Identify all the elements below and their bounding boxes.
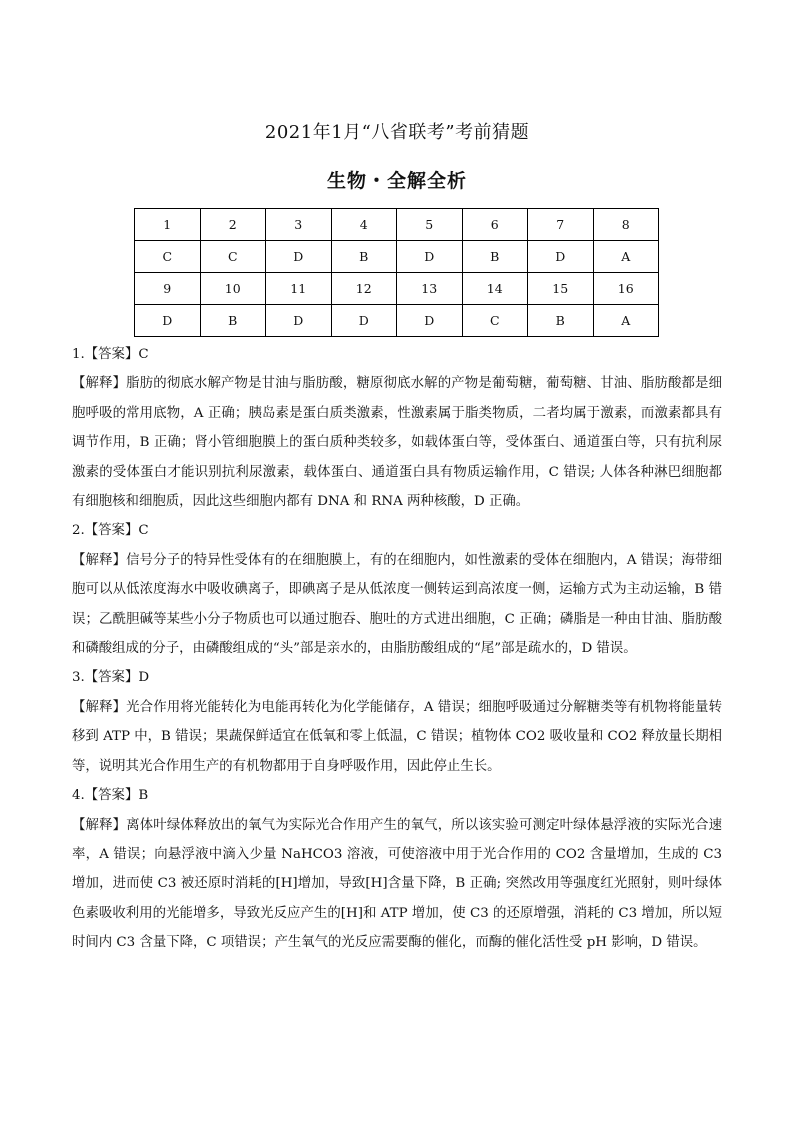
- answer-heading-2: 2.【答案】C: [72, 523, 149, 539]
- table-cell: D: [397, 305, 463, 337]
- explanation-3: 【解释】光合作用将光能转化为电能再转化为化学能储存，A 错误；细胞呼吸通过分解糖类等有机物将能量转移到 ATP 中，B 错误；果蔬保鲜适宜在低氧和零上低温，C 错误；植物体 CO2 吸收量和 CO2 释放量长期相等，说明其光合作用生产的有机物都用于自身呼吸作用，因此停止生长。: [72, 699, 722, 774]
- table-cell: 10: [200, 273, 266, 305]
- table-cell: D: [397, 241, 463, 273]
- table-cell: 5: [397, 209, 463, 241]
- table-cell: 8: [593, 209, 659, 241]
- table-cell: D: [331, 305, 397, 337]
- table-cell: A: [593, 305, 659, 337]
- table-cell: D: [266, 241, 332, 273]
- table-cell: D: [528, 241, 594, 273]
- table-cell: C: [200, 241, 266, 273]
- table-cell: 16: [593, 273, 659, 305]
- table-cell: D: [135, 305, 201, 337]
- solutions-body: [72, 340, 722, 958]
- table-cell: 12: [331, 273, 397, 305]
- table-row: [135, 305, 659, 337]
- table-cell: 9: [135, 273, 201, 305]
- table-row: [135, 273, 659, 305]
- answer-heading-3: 3.【答案】D: [72, 670, 150, 686]
- table-cell: 13: [397, 273, 463, 305]
- table-cell: B: [200, 305, 266, 337]
- table-cell: 3: [266, 209, 332, 241]
- table-cell: 15: [528, 273, 594, 305]
- table-cell: C: [135, 241, 201, 273]
- page-subtitle: 生物・全解全析: [326, 170, 467, 192]
- table-cell: D: [266, 305, 332, 337]
- table-row: [135, 241, 659, 273]
- table-cell: 11: [266, 273, 332, 305]
- table-cell: 14: [462, 273, 528, 305]
- explanation-2: 【解释】信号分子的特异性受体有的在细胞膜上，有的在细胞内，如性激素的受体在细胞内，A 错误；海带细胞可以从低浓度海水中吸收碘离子，即碘离子是从低浓度一侧转运到高浓度一侧，运输方式为主动运输，B 错误；乙酰胆碱等某些小分子物质也可以通过胞吞、胞吐的方式进出细胞，C 正确；磷脂是一种由甘油、脂肪酸和磷酸组成的分子，由磷酸组成的“头”部是亲水的，由脂肪酸组成的“尾”部是疏水的，D 错误。: [72, 552, 722, 657]
- table-row: [135, 209, 659, 241]
- table-cell: 6: [462, 209, 528, 241]
- table-cell: C: [462, 305, 528, 337]
- answer-heading-1: 1.【答案】C: [72, 347, 149, 362]
- table-cell: B: [462, 241, 528, 273]
- answer-heading-4: 4.【答案】B: [72, 788, 149, 804]
- table-cell: 2: [200, 209, 266, 241]
- explanation-1: 【解释】脂肪的彻底水解产物是甘油与脂肪酸，糖原彻底水解的产物是葡萄糖，葡萄糖、甘油、脂肪酸都是细胞呼吸的常用底物，A 正确；胰岛素是蛋白质类激素，性激素属于脂类物质，二者均属于激素，而激素都具有调节作用，B 正确；肾小管细胞膜上的蛋白质种类较多，如载体蛋白等，受体蛋白、通道蛋白等，只有抗利尿激素的受体蛋白才能识别抗利尿激素，载体蛋白、通道蛋白具有物质运输作用，C 错误; 人体各种淋巴细胞都有细胞核和细胞质，因此这些细胞内都有 DNA 和 RNA 两种核酸，D 正确。: [72, 376, 722, 510]
- table-cell: A: [593, 241, 659, 273]
- table-cell: 7: [528, 209, 594, 241]
- page-title: 2021年1月“八省联考”考前猜题: [264, 122, 530, 143]
- table-cell: B: [528, 305, 594, 337]
- table-cell: B: [331, 241, 397, 273]
- table-cell: 4: [331, 209, 397, 241]
- table-cell: 1: [135, 209, 201, 241]
- explanation-4: 【解释】离体叶绿体释放出的氧气为实际光合作用产生的氧气，所以该实验可测定叶绿体悬浮液的实际光合速率，A 错误；向悬浮液中滴入少量 NaHCO3 溶液，可使溶液中用于光合作用的 CO2 含量增加，生成的 C3 增加，进而使 C3 被还原时消耗的[H]增加，导致[H]含量下降，B 正确; 突然改用等强度红光照射，则叶绿体色素吸收利用的光能增多，导致光反应产生的[H]和 ATP 增加，使 C3 的还原增强，消耗的 C3 增加，所以短时间内 C3 含量下降，C 项错误；产生氧气的光反应需要酶的催化，而酶的催化活性受 pH 影响，D 错误。: [72, 817, 722, 951]
- answer-table: [134, 208, 659, 337]
